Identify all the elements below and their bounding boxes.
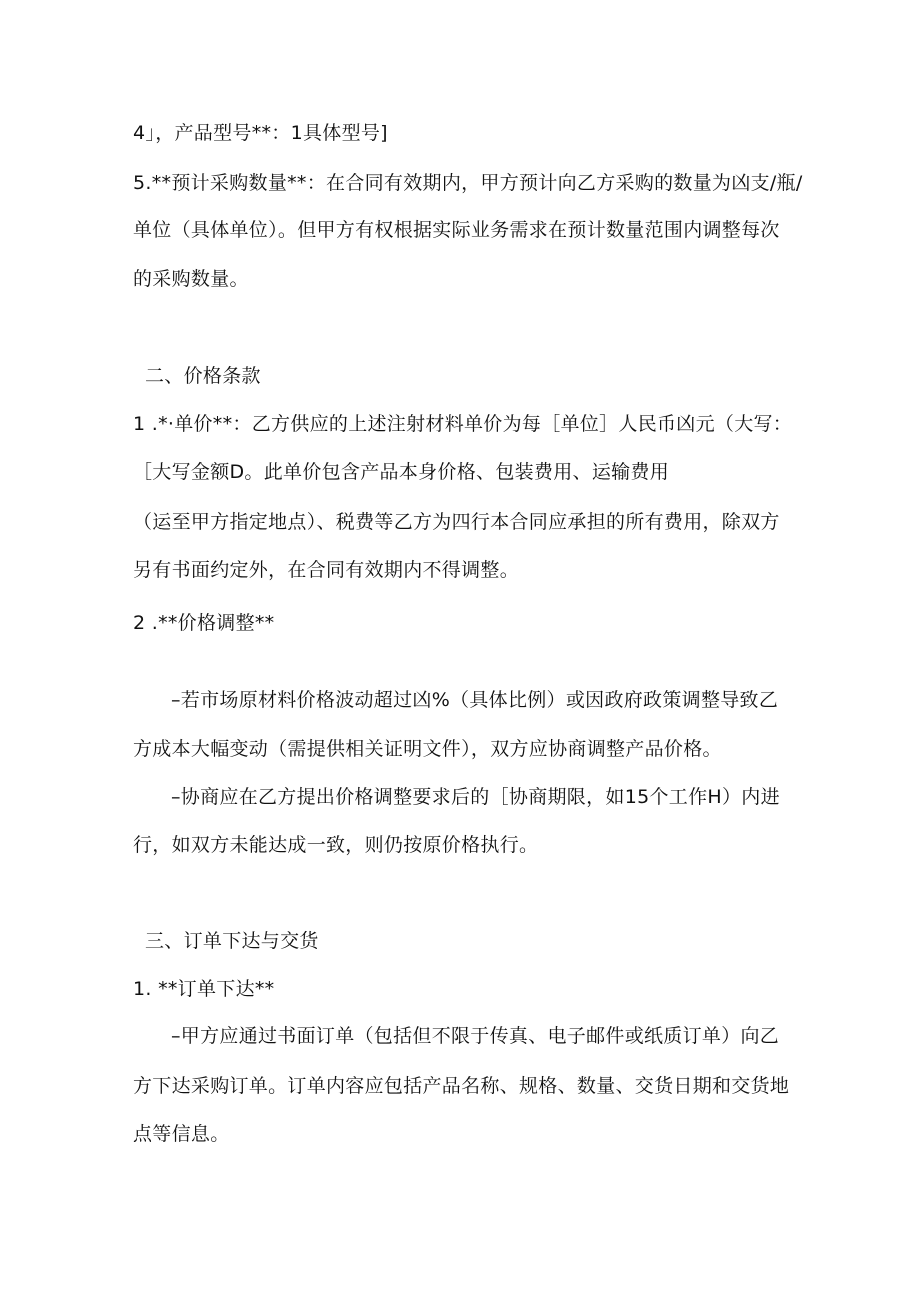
price-item-1-line-3: （运至甲方指定地点）、税费等乙方为四行本合同应承担的所有费用，除双方 bbox=[133, 511, 780, 533]
price-adjust-para-1-line-2: 方成本大幅变动（需提供相关证明文件），双方应协商调整产品价格。 bbox=[133, 738, 722, 760]
section-3-heading: 三、订单下达与交货 bbox=[145, 930, 319, 952]
order-para-line-1: –甲方应通过书面订单（包括但不限于传真、电子邮件或纸质订单）向乙 bbox=[171, 1025, 780, 1047]
price-item-1-line-4: 另有书面约定外，在合同有效期内不得调整。 bbox=[133, 559, 520, 581]
item-4-model: 4」，产品型号**：1具体型号] bbox=[133, 122, 388, 144]
order-item-1-title: 1. **订单下达** bbox=[133, 978, 275, 1000]
price-item-1-line-1: 1 .*·单价**：乙方供应的上述注射材料单价为每［单位］人民币凶元（大写： bbox=[133, 413, 793, 435]
item-5-line-3: 的采购数量。 bbox=[133, 268, 249, 290]
order-para-line-3: 点等信息。 bbox=[133, 1123, 230, 1145]
item-5-line-1: 5.**预计采购数量**：在合同有效期内，甲方预计向乙方采购的数量为凶支/瓶/ bbox=[133, 172, 803, 194]
price-adjust-para-2-line-1: –协商应在乙方提出价格调整要求后的［协商期限，如15个工作H）内进 bbox=[171, 786, 780, 808]
price-adjust-para-1-line-1: –若市场原材料价格波动超过凶%（具体比例）或因政府政策调整导致乙 bbox=[171, 689, 779, 711]
price-adjust-para-2-line-2: 行，如双方未能达成一致，则仍按原价格执行。 bbox=[133, 834, 539, 856]
section-2-heading: 二、价格条款 bbox=[145, 365, 261, 387]
price-item-2-title: 2 .**价格调整** bbox=[133, 612, 275, 634]
price-item-1-line-2: ［大写金额D。此单价包含产品本身价格、包装费用、运输费用 bbox=[133, 461, 670, 483]
order-para-line-2: 方下达采购订单。订单内容应包括产品名称、规格、数量、交货日期和交货地 bbox=[133, 1075, 790, 1097]
item-5-line-2: 单位（具体单位）。但甲方有权根据实际业务需求在预计数量范围内调整每次 bbox=[133, 219, 780, 241]
